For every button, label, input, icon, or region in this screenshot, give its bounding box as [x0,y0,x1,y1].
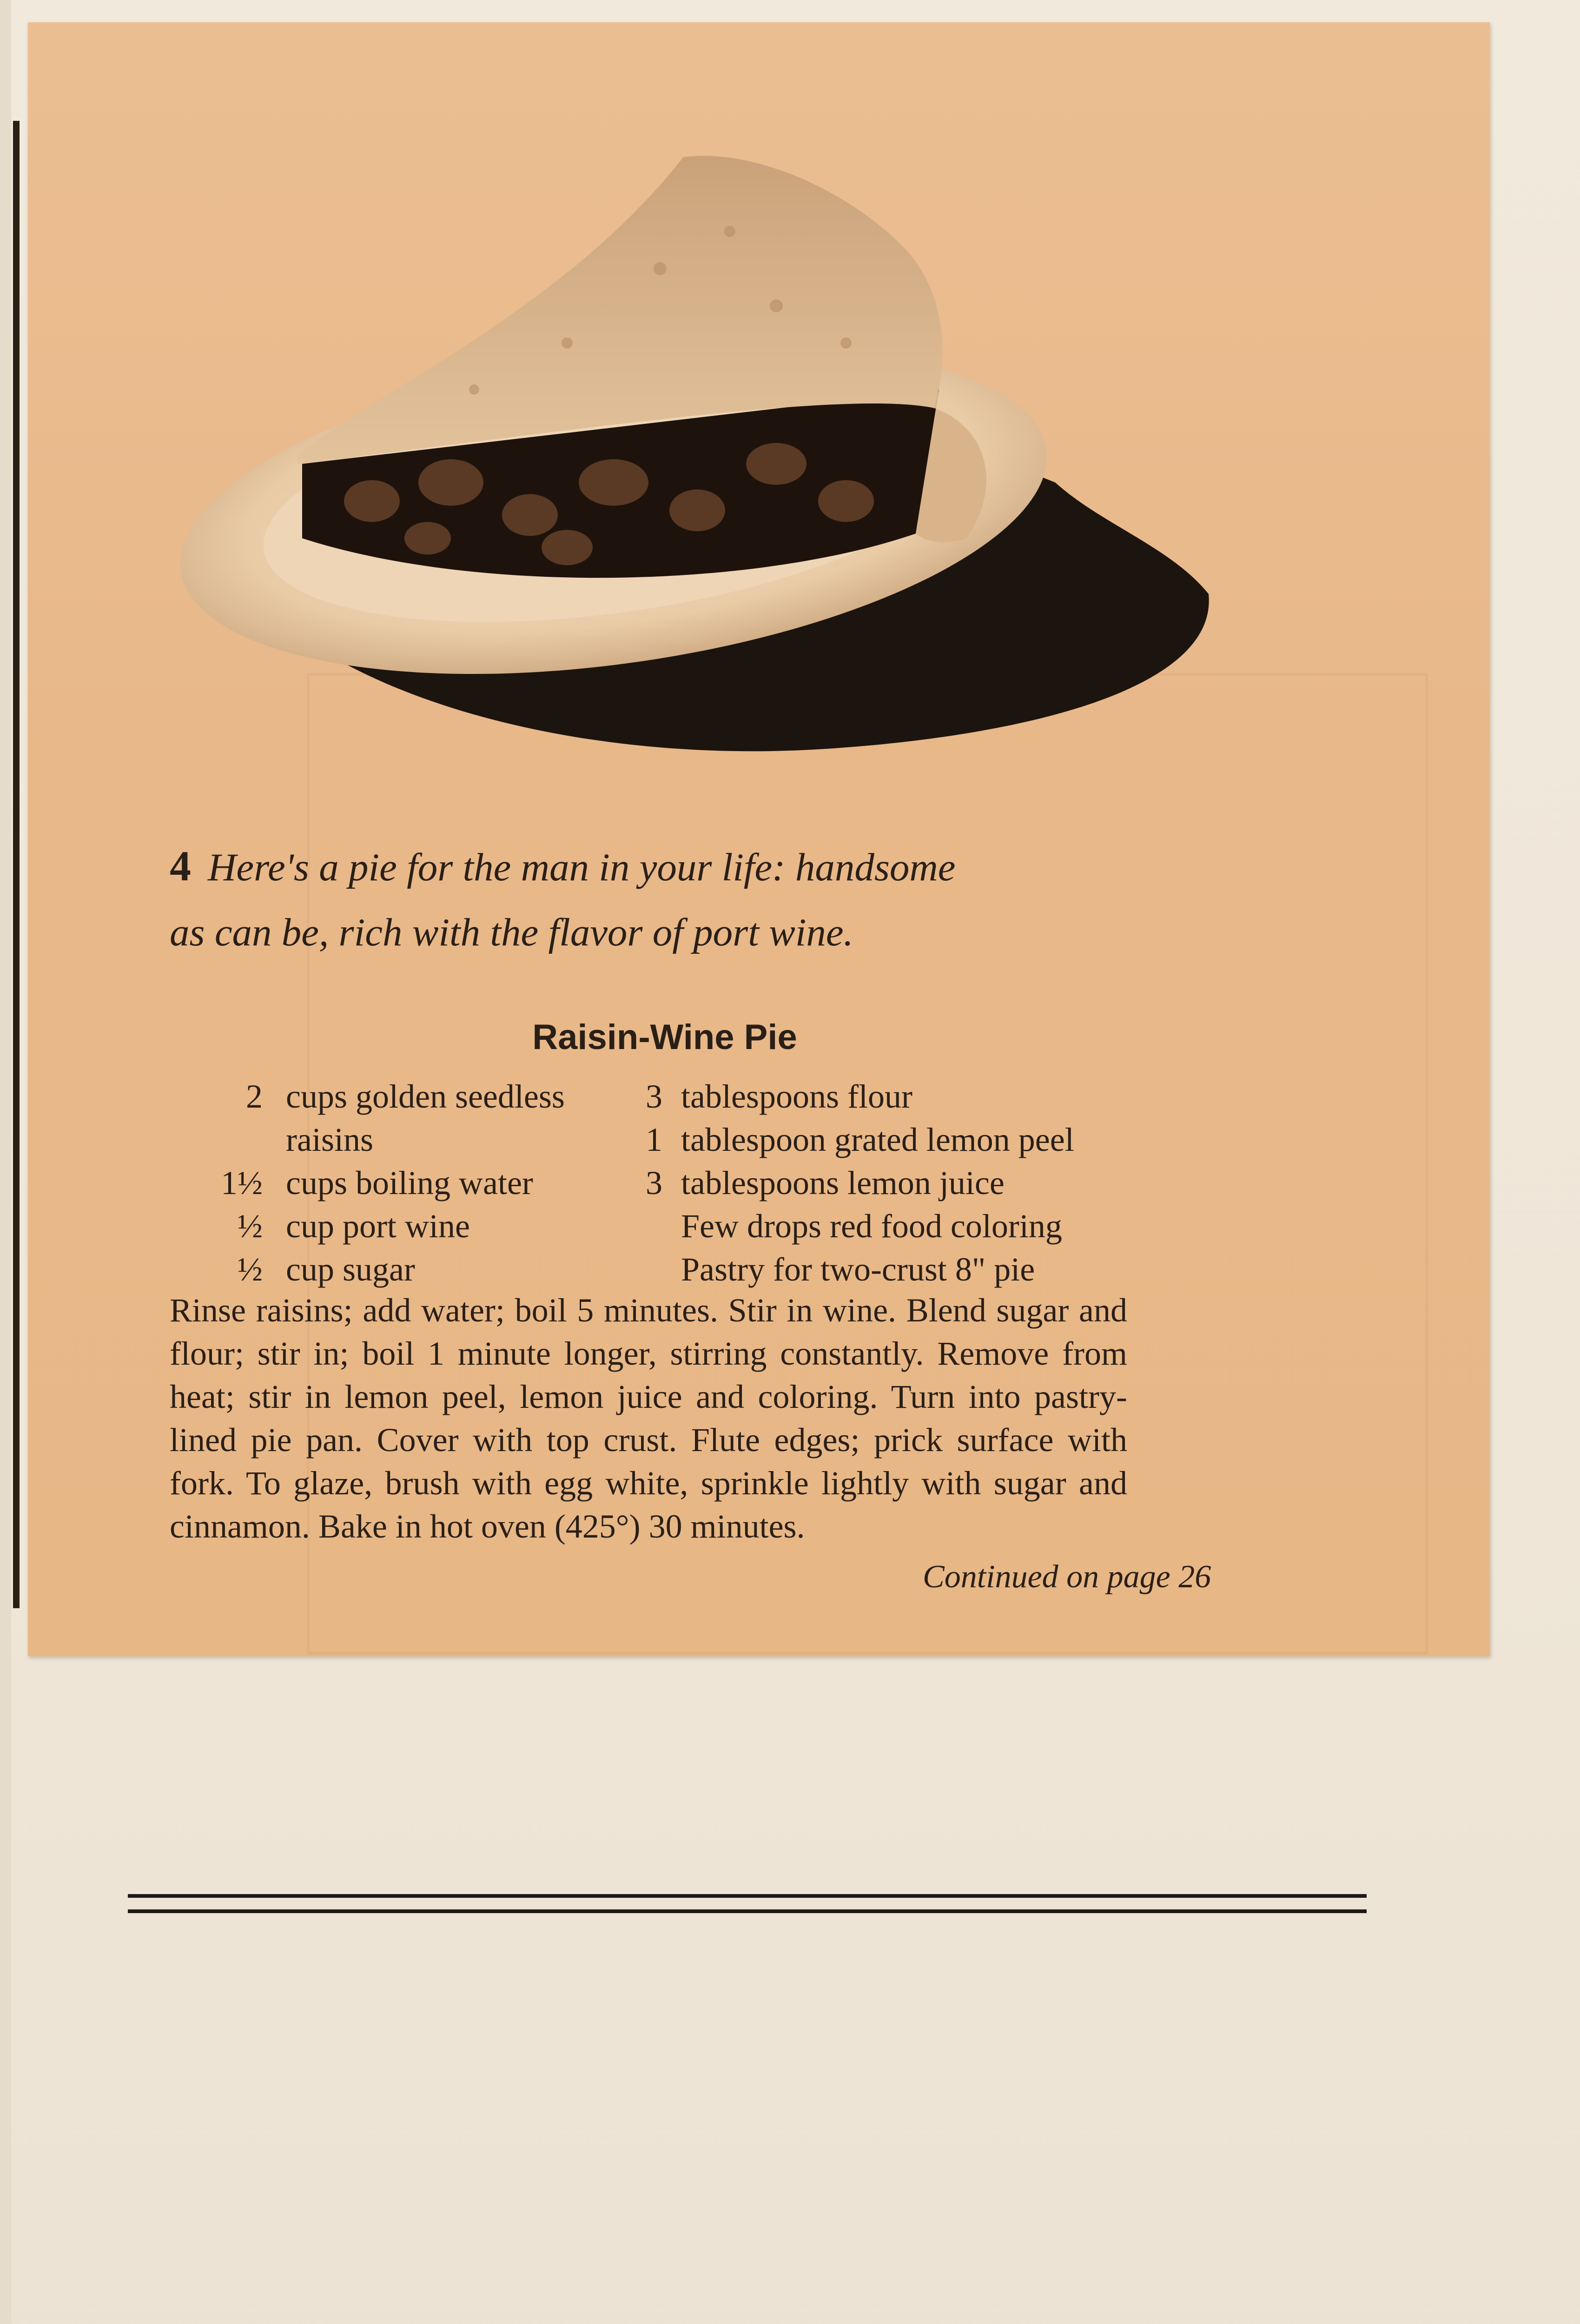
ingredient-row [616,1162,1074,1205]
ingredient-qty: 2 [246,1078,263,1115]
caption-line-1: Here's a pie for the man in your life: handsome [208,845,956,889]
ingredient-row [616,1075,1074,1118]
ingredient-item: cup port wine [286,1208,470,1245]
ingredient-item: cups golden seedless [286,1078,565,1115]
ingredient-qty: ½ [238,1208,263,1245]
ingredient-qty [616,1205,681,1248]
caption-number: 4 [170,842,191,890]
ingredient-item: Pastry for two-crust 8" pie [681,1251,1035,1288]
caption-line-2: as can be, rich with the flavor of port wine. [170,911,853,954]
photo-caption [170,833,1192,965]
ingredient-qty: 1½ [221,1164,263,1202]
ingredient-row [170,1248,565,1291]
ingredient-item: raisins [286,1121,373,1158]
recipe-directions: Rinse raisins; add water; boil 5 minutes. Stir in wine. Blend sugar and flour; stir in; boil 1 minute longer, stirring constantly. Remove from heat; stir in lemon peel, lemon juice and coloring. Turn into pastry-lined pie pan. Cover with top crust. Flute edges; prick surface with fork. To glaze, brush with egg white, sprinkle lightly with sugar and cinnamon. Bake in hot oven (425°) 30 minutes. [170,1292,1127,1545]
pie-slice-photo [149,129,1232,789]
ingredient-row [170,1162,565,1205]
recipe-clipping [28,22,1490,1656]
divider-line-top [128,1894,1367,1898]
ingredient-item: cup sugar [286,1251,415,1288]
ingredients-left-column [170,1075,565,1291]
ingredient-qty: 1 [646,1121,662,1158]
page-edge-shadow [13,121,20,1608]
ingredient-item: cups boiling water [286,1164,533,1202]
ingredient-row [170,1075,565,1118]
page-binding [0,0,11,2324]
ingredient-item: tablespoons lemon juice [681,1164,1005,1202]
ingredient-qty [616,1248,681,1291]
recipe-title: Raisin-Wine Pie [532,1017,797,1057]
ingredient-item: Few drops red food coloring [681,1208,1062,1245]
ingredient-qty [170,1118,286,1162]
ingredient-row [170,1118,565,1162]
ingredient-row [616,1205,1074,1248]
ingredient-qty: 3 [646,1164,662,1202]
ingredients-right-column [616,1075,1074,1291]
ingredient-qty: 3 [646,1078,662,1115]
divider-line-bottom [128,1909,1367,1913]
ingredient-row [170,1205,565,1248]
ingredient-item: tablespoons flour [681,1078,912,1115]
ingredient-item: tablespoon grated lemon peel [681,1121,1074,1158]
continued-note: Continued on page 26 [923,1559,1211,1595]
ingredient-qty: ½ [238,1251,263,1288]
ingredient-row [616,1248,1074,1291]
ingredient-row [616,1118,1074,1162]
